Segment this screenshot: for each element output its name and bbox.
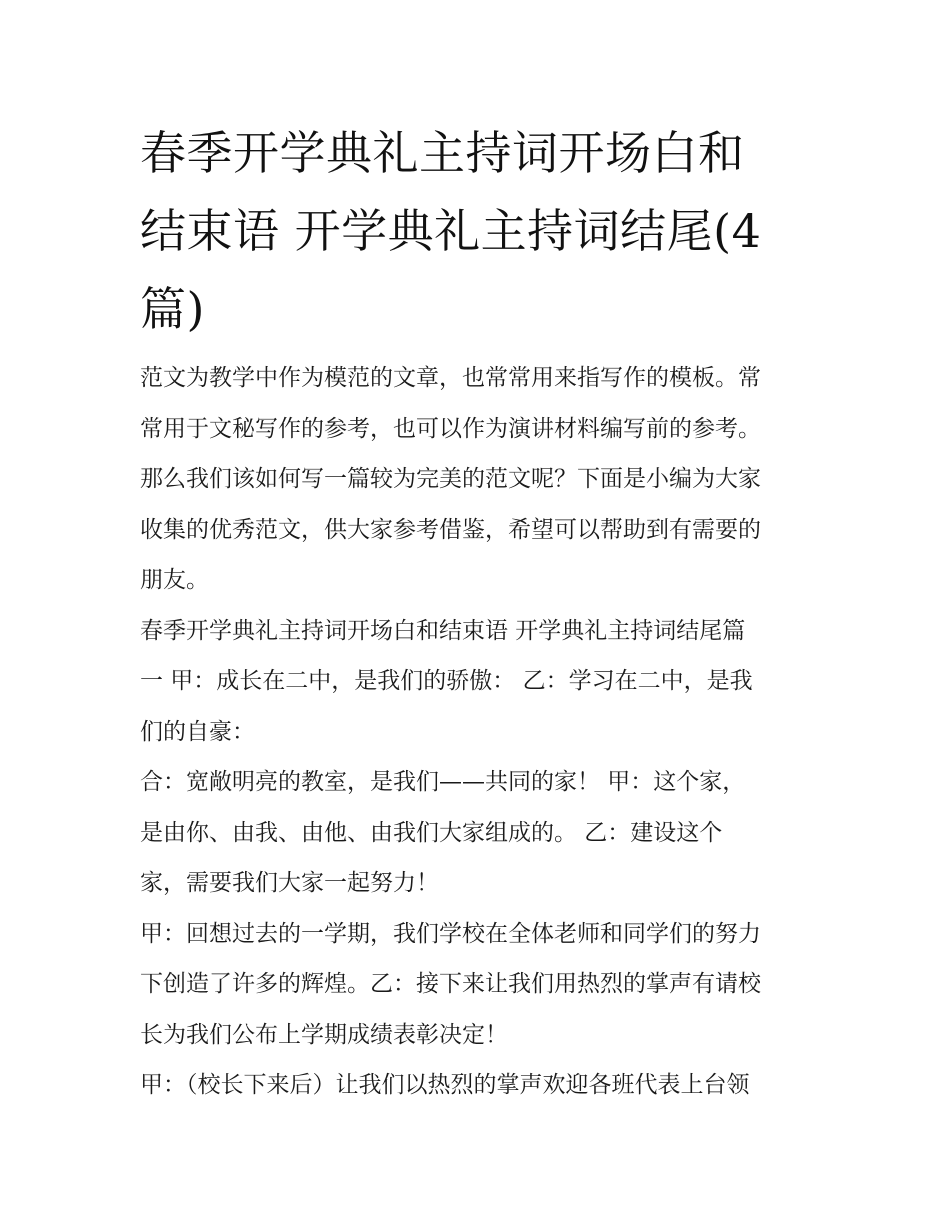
document-body (140, 353, 820, 1111)
text-line: 们的自豪： (140, 718, 255, 745)
text-line: 常用于文秘写作的参考，也可以作为演讲材料编写前的参考。 (140, 415, 761, 442)
dialogue-paragraph (140, 1060, 820, 1111)
text-line: 下创造了许多的辉煌。乙：接下来让我们用热烈的掌声有请校 (140, 971, 761, 997)
text-line: 一 甲：成长在二中，是我们的骄傲： 乙：学习在二中，是我 (140, 668, 753, 694)
dialogue-paragraph (140, 757, 820, 909)
text-line: 长为我们公布上学期成绩表彰决定！ (140, 1021, 508, 1048)
title-line: 篇) (140, 282, 205, 336)
title-line: 结束语 开学典礼主持词结尾(4 (140, 204, 762, 258)
text-line: 家，需要我们大家一起努力！ (140, 870, 439, 896)
title-line: 春季开学典礼主持词开场白和 (140, 126, 745, 180)
text-line: 甲：（校长下来后）让我们以热烈的掌声欢迎各班代表上台领 (140, 1072, 750, 1098)
text-line: 收集的优秀范文，供大家参考借鉴，希望可以帮助到有需要的 (140, 516, 761, 543)
section-heading-paragraph (140, 606, 820, 758)
text-line: 是由你、由我、由他、由我们大家组成的。 乙：建设这个 (140, 819, 723, 846)
dialogue-paragraph (140, 909, 820, 1061)
text-line: 那么我们该如何写一篇较为完美的范文呢？下面是小编为大家 (140, 466, 761, 492)
text-line: 甲：回想过去的一学期，我们学校在全体老师和同学们的努力 (140, 920, 761, 947)
text-line: 朋友。 (140, 567, 209, 593)
text-line: 合：宽敞明亮的教室，是我们——共同的家！ 甲：这个家， (140, 769, 746, 795)
document-title (140, 114, 820, 348)
intro-paragraph (140, 353, 820, 606)
text-line: 春季开学典礼主持词开场白和结束语 开学典礼主持词结尾篇 (140, 617, 746, 644)
text-line: 范文为教学中作为模范的文章，也常常用来指写作的模板。常 (140, 365, 761, 391)
